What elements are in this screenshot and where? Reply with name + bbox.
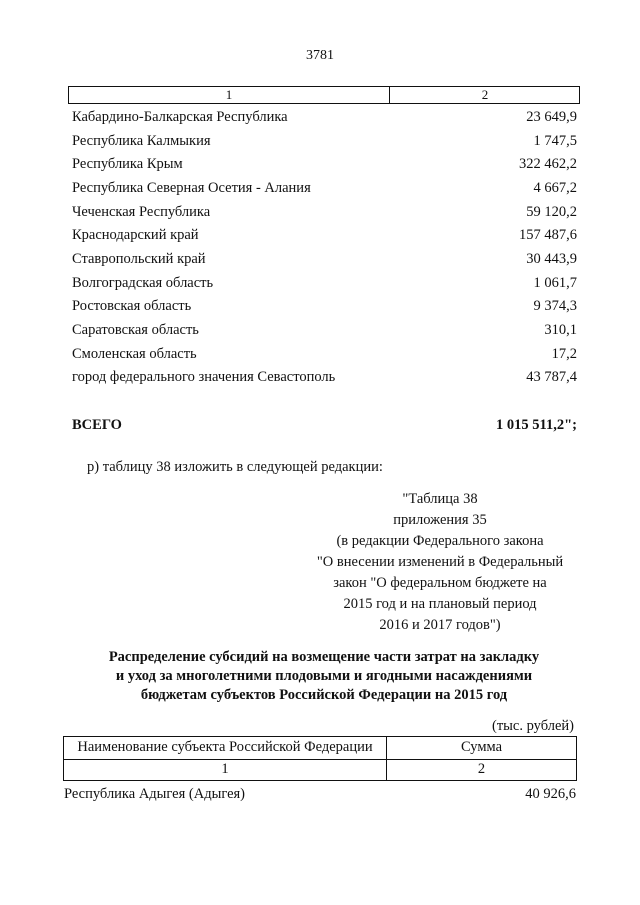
region-value: 1 747,5	[533, 133, 577, 149]
region-value: 1 061,7	[533, 275, 577, 291]
caption-line: "О внесении изменений в Федеральный	[316, 554, 564, 570]
amendment-paragraph: р) таблицу 38 изложить в следующей редакции:	[87, 459, 383, 475]
heading-line: бюджетам субъектов Российской Федерации на 2015 год	[140, 687, 508, 703]
caption-line: 2015 год и на плановый период	[343, 596, 537, 612]
caption-line: "Таблица 38	[402, 491, 478, 507]
region-value: 40 926,6	[525, 786, 576, 802]
region-name: Республика Адыгея (Адыгея)	[64, 786, 246, 802]
table-row	[72, 369, 577, 391]
region-name: Краснодарский край	[72, 227, 199, 243]
region-value: 310,1	[544, 322, 577, 338]
region-value: 9 374,3	[533, 298, 577, 314]
region-value: 4 667,2	[533, 180, 577, 196]
heading-line: Распределение субсидий на возмещение части затрат на закладку	[108, 649, 540, 665]
region-value: 157 487,6	[519, 227, 577, 243]
region-value: 23 649,9	[526, 109, 577, 125]
region-name: Республика Калмыкия	[72, 133, 211, 149]
table1-header-col1: 1	[69, 87, 390, 103]
region-name: Республика Северная Осетия - Алания	[72, 180, 311, 196]
total-value: 1 015 511,2";	[496, 417, 577, 433]
table-row	[72, 251, 577, 273]
section-heading	[90, 648, 558, 705]
region-value: 17,2	[551, 346, 577, 362]
table-row	[72, 109, 577, 131]
region-value: 43 787,4	[526, 369, 577, 385]
table-row	[72, 322, 577, 344]
table-row	[72, 133, 577, 155]
table2-number-row	[64, 759, 576, 780]
table-caption	[300, 489, 580, 636]
table1-header-col2: 2	[481, 87, 489, 102]
caption-line: приложения 35	[393, 512, 487, 528]
region-value: 30 443,9	[526, 251, 577, 267]
page-number: 3781	[306, 48, 334, 63]
table-row	[72, 346, 577, 368]
table-row	[72, 204, 577, 226]
caption-line: 2016 и 2017 годов")	[379, 617, 501, 633]
table-row	[72, 180, 577, 202]
caption-line: (в редакции Федерального закона	[336, 533, 544, 549]
heading-line: и уход за многолетними плодовыми и ягодными насаждениями	[115, 668, 533, 684]
region-name: Республика Крым	[72, 156, 183, 172]
region-value: 59 120,2	[526, 204, 577, 220]
region-name: город федерального значения Севастополь	[72, 369, 336, 385]
region-name: Кабардино-Балкарская Республика	[72, 109, 288, 125]
region-value: 322 462,2	[519, 156, 577, 172]
column-header-sum: Сумма	[460, 739, 503, 755]
table-row	[72, 156, 577, 178]
region-name: Саратовская область	[72, 322, 199, 338]
table-row	[72, 227, 577, 249]
unit-label: (тыс. рублей)	[492, 718, 574, 734]
column-header-name: Наименование субъекта Российской Федерации	[64, 737, 387, 759]
region-name: Ставропольский край	[72, 251, 206, 267]
caption-line: закон "О федеральном бюджете на	[333, 575, 547, 591]
table-row	[72, 275, 577, 297]
region-name: Чеченская Республика	[72, 204, 211, 220]
column-number-2: 2	[477, 761, 486, 777]
total-label: ВСЕГО	[72, 417, 122, 433]
region-name: Ростовская область	[72, 298, 192, 314]
region-name: Смоленская область	[72, 346, 197, 362]
region-name: Волгоградская область	[72, 275, 214, 291]
table-row	[72, 298, 577, 320]
table2-header-row	[64, 737, 576, 760]
table2-header	[63, 736, 577, 781]
table1-header	[68, 86, 580, 104]
column-number-1: 1	[64, 759, 387, 780]
